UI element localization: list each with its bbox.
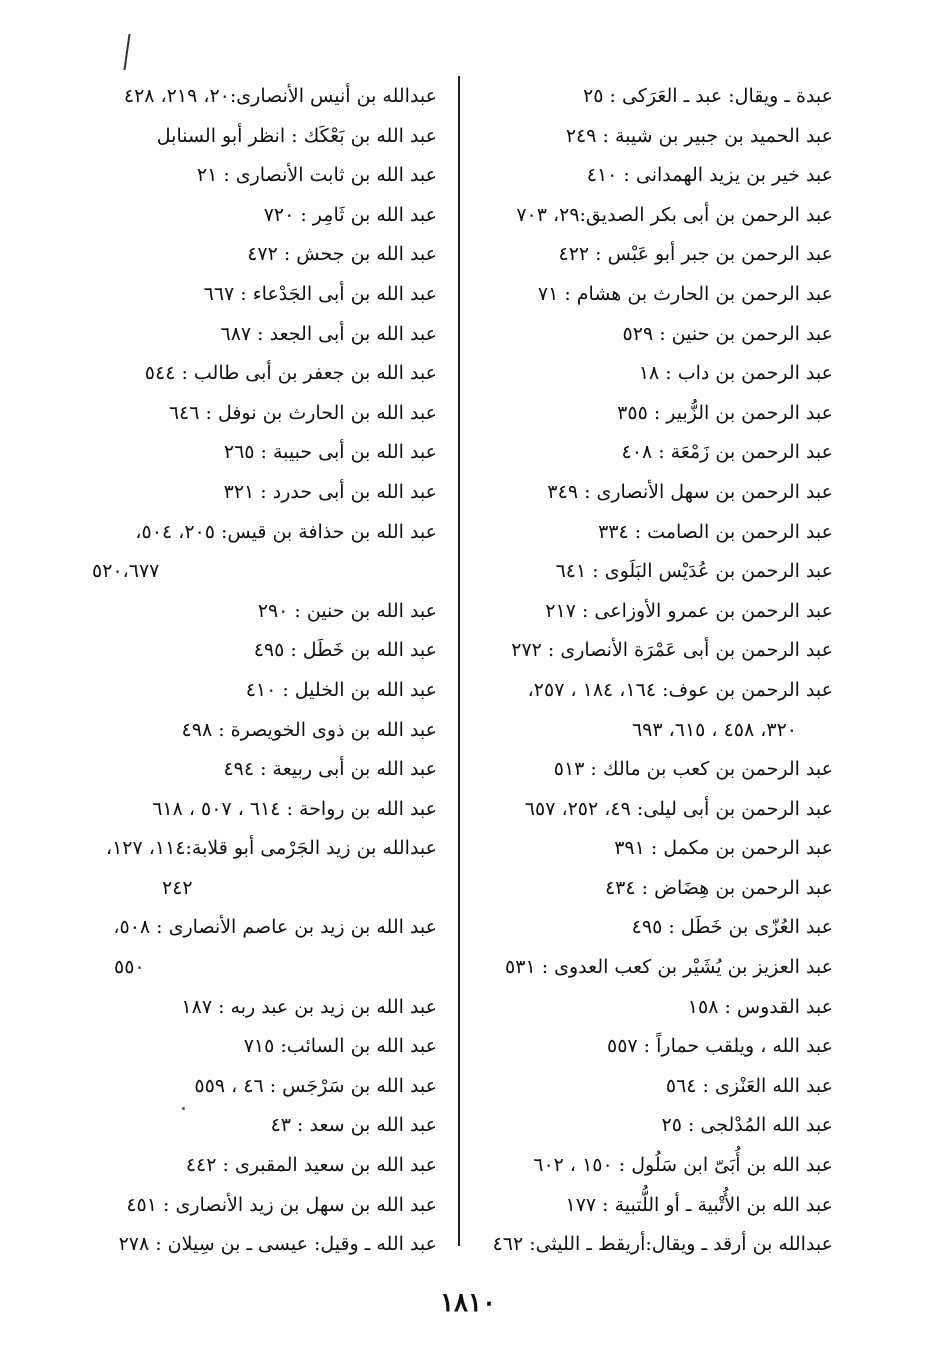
index-entry: عبد الله بن بَعْكَك : انظر أبو السنابل — [156, 124, 437, 147]
index-entry: عبد الرحمن بن عمرو الأوزاعى : ٢١٧ — [545, 599, 833, 622]
index-entry: عبد الله بن رواحة : ٦١٤ ، ٥٠٧ ، ٦١٨ — [152, 797, 437, 820]
index-entry: عبد الله بن ثابت الأنصارى : ٢١ — [196, 164, 437, 187]
index-entry: عبد الله بن زيد بن عبد ربه : ١٨٧ — [181, 995, 437, 1018]
index-entry: عبد الرحمن بن عوف: ١٦٤، ١٨٤ ، ٢٥٧، — [527, 678, 833, 701]
index-entry: عبد الرحمن بن أبى ليلى: ٤٩، ٢٥٢، ٦٥٧ — [524, 797, 833, 820]
index-entry: عبد العُزّى بن خَطَل : ٤٩٥ — [631, 916, 833, 939]
index-entry: عبد العزيز بن يُشَيْر بن كعب العدوى : ٥٣١ — [505, 956, 833, 979]
index-entry: عبد الله بن أبى الجَدْعاء : ٦٦٧ — [203, 282, 437, 305]
index-entry: عبد الله العَنْزى : ٥٦٤ — [665, 1074, 833, 1097]
index-entry: عبد الله بن أبى حدرد : ٣٢١ — [223, 480, 437, 503]
index-entry: عبد الرحمن بن داب : ١٨ — [638, 362, 833, 385]
index-entry: عبد الرحمن بن أبى بكر الصديق:٢٩، ٧٠٣ — [516, 203, 833, 226]
index-entry: عبد الله بن الأُتْبية ـ أو اللُّتبية : ١٧٧ — [565, 1193, 833, 1216]
index-entry: عبد الله بن أبى الجعد : ٦٨٧ — [220, 322, 437, 345]
margin-stroke — [123, 34, 138, 70]
index-entry: عبد الله بن أبى حبيبة : ٢٦٥ — [223, 441, 437, 464]
index-entry: عبد الله بن السائب: ٧١٥ — [243, 1035, 437, 1058]
index-entry-continuation: ٥٥٠ — [114, 956, 145, 979]
index-entry: عبد الرحمن بن حنين : ٥٢٩ — [622, 322, 833, 345]
index-entry: عبد الله ـ وقيل: عيسى ـ بن سِيلان : ٢٧٨ — [118, 1233, 437, 1256]
index-entry: عبد الله بن خَطَل : ٤٩٥ — [253, 639, 437, 662]
index-entry: عبد الرحمن بن الزُّبير : ٣٥٥ — [617, 401, 833, 424]
index-entry-continuation: ٣٢٠، ٤٥٨ ، ٦١٥، ٦٩٣ — [631, 718, 797, 741]
index-entry: عبد الله بن حنين : ٢٩٠ — [257, 599, 437, 622]
index-entry: عبدالله بن زيد الجَرْمى أبو قلابة:١١٤، ١٢٧، — [105, 837, 437, 860]
index-entry: عبد الرحمن بن الحارث بن هشام : ٧١ — [537, 282, 833, 305]
index-entry: عبد الله بن الحارث بن نوفل : ٦٤٦ — [168, 401, 437, 424]
right-column — [488, 77, 833, 1265]
index-entry: عبد الرحمن بن الصامت : ٣٣٤ — [598, 520, 833, 543]
index-entry: عبد الله بن زيد بن عاصم الأنصارى : ٥٠٨، — [113, 916, 437, 939]
index-entry: عبد الرحمن بن هِضَاض : ٤٣٤ — [604, 876, 833, 899]
index-entry: عبد الله بن سعد : ٤٣ — [270, 1114, 437, 1137]
index-entry: عبد الله بن سعيد المقبرى : ٤٤٢ — [185, 1154, 437, 1177]
index-entry: عبد الله بن أبى ربيعة : ٤٩٤ — [223, 758, 437, 781]
left-column — [92, 77, 437, 1265]
index-entry: عبد الله بن جعفر بن أبى طالب : ٥٤٤ — [144, 362, 437, 385]
index-entry: عبد الرحمن بن مكمل : ٣٩١ — [614, 837, 833, 860]
index-entry: عبد الرحمن بن زَمْعَة : ٤٠٨ — [621, 441, 833, 464]
index-entry: عبدة ـ ويقال: عبد ـ العَرَكى : ٢٥ — [583, 85, 833, 107]
index-entry: عبد الله ، ويلقب حماراً : ٥٥٧ — [607, 1035, 833, 1058]
index-entry: عبد الله بن جحش : ٤٧٢ — [247, 243, 437, 266]
index-entry: عبد الله المُدْلجى : ٢٥ — [661, 1114, 833, 1137]
index-entry: عبد الله بن الخليل : ٤١٠ — [245, 678, 437, 701]
index-entry: عبد الله بن سهل بن زيد الأنصارى : ٤٥١ — [126, 1193, 437, 1216]
index-entry: عبد الرحمن بن أبى عَمْرَة الأنصارى : ٢٧٢ — [511, 639, 833, 662]
index-entry: عبد الله بن حذافة بن قيس: ٢٠٥، ٥٠٤، — [135, 520, 437, 543]
index-entry: عبد الله بن أُبَىّ ابن سَلُول : ١٥٠ ، ٦٠٢ — [533, 1154, 833, 1177]
index-entry: عبد خير بن يزيد الهمدانى : ٤١٠ — [586, 164, 833, 187]
index-entry: عبد الله بن ذوى الخويصرة : ٤٩٨ — [181, 718, 437, 741]
column-divider — [458, 76, 460, 1246]
index-entry: عبد الرحمن بن جبر أبو عَبْس : ٤٢٢ — [558, 243, 833, 266]
index-entry: عبدالله بن أرقد ـ ويقال:أريقط ـ الليثى: ٤٦٢ — [492, 1233, 833, 1256]
index-entry: عبد الرحمن بن كعب بن مالك : ٥١٣ — [553, 758, 833, 781]
index-entry-continuation: ٥٢٠،٦٧٧ — [92, 560, 160, 583]
index-entry: عبدالله بن أنيس الأنصارى:٢٠، ٢١٩، ٤٢٨ — [123, 85, 437, 107]
index-entry: عبد الله بن سَرْجَس : ٤٦ ، ٥٥٩ — [194, 1074, 437, 1097]
index-entry: عبد القدوس : ١٥٨ — [687, 995, 833, 1018]
index-entry: عبد الرحمن بن عُدَيْس البَلَوى : ٦٤١ — [555, 560, 833, 583]
index-entry-continuation: ٢٤٢ — [162, 876, 193, 899]
page-number: ١٨١٠ — [440, 1288, 496, 1318]
index-entry: عبد الرحمن بن سهل الأنصارى : ٣٤٩ — [547, 480, 833, 503]
index-entry: عبد الحميد بن جبير بن شيبة : ٢٤٩ — [565, 124, 833, 147]
index-entry: عبد الله بن ثَامِر : ٧٢٠ — [263, 203, 437, 226]
